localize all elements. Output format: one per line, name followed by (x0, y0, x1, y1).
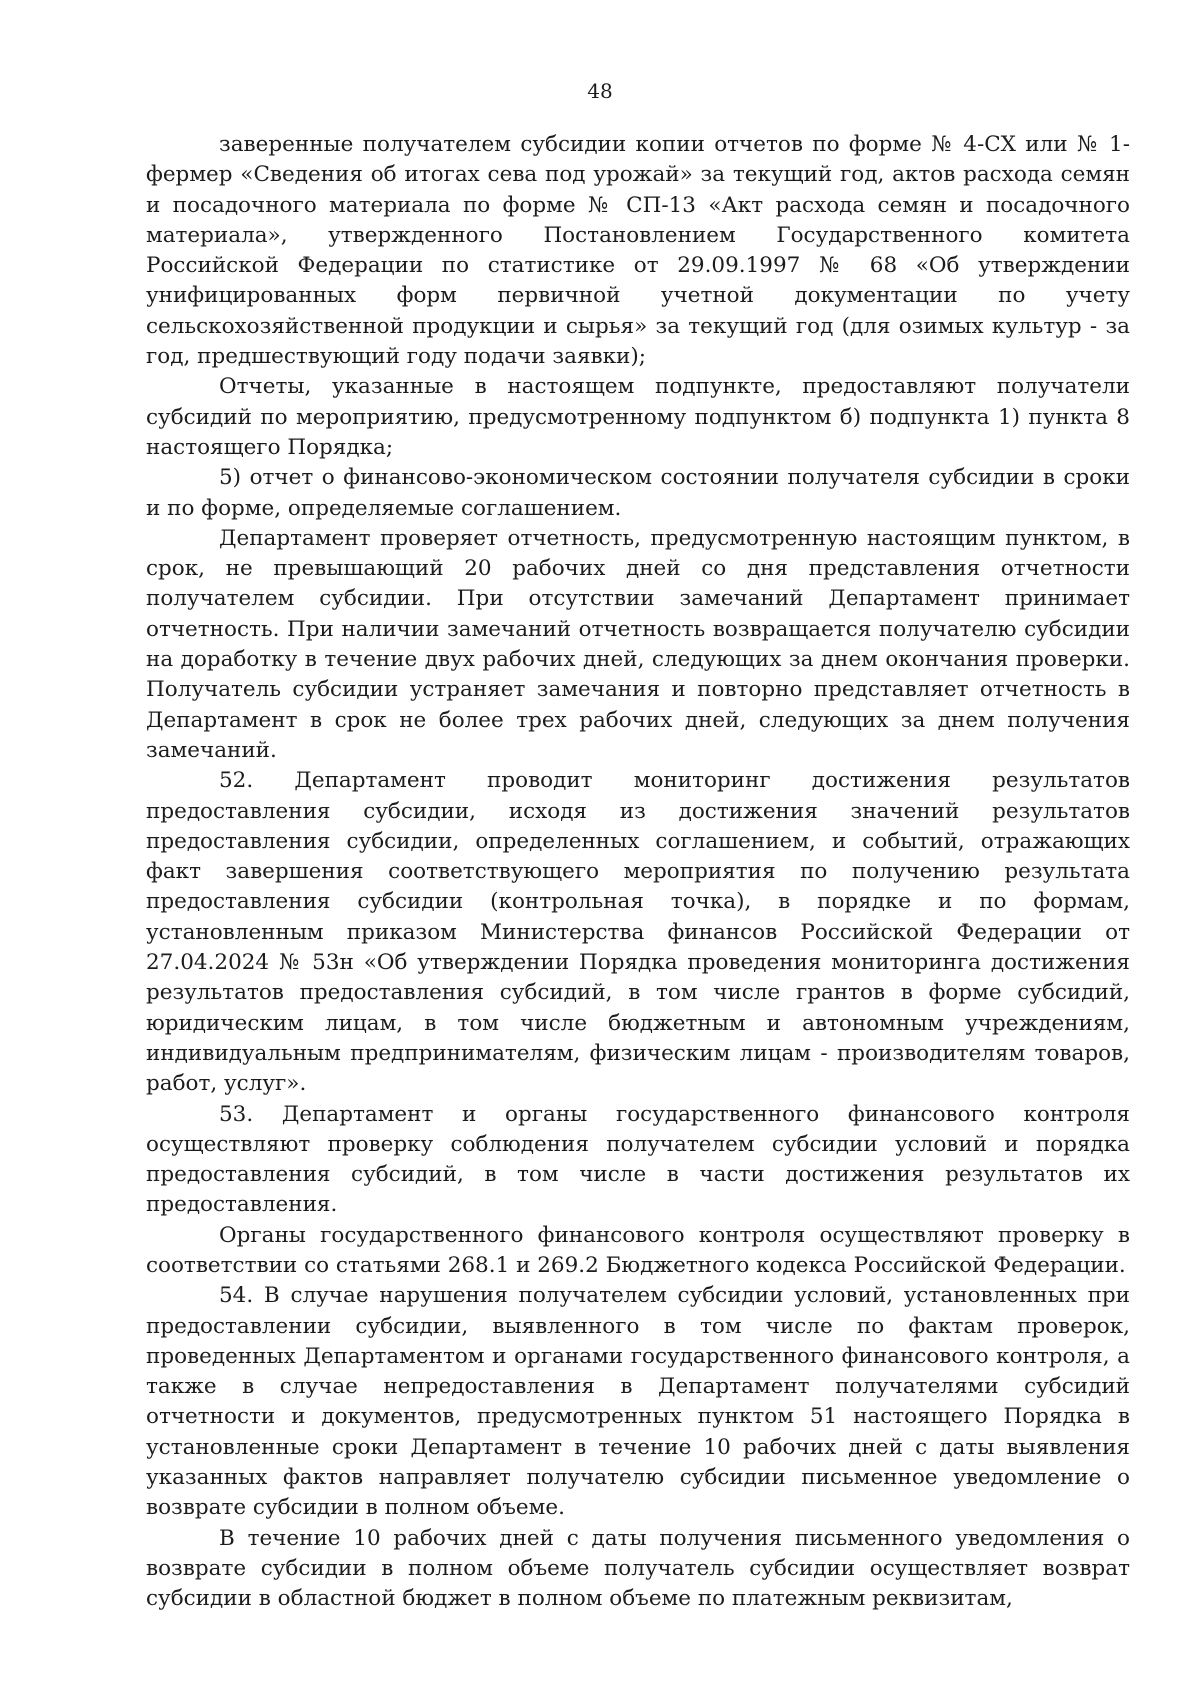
paragraph-financial-report: 5) отчет о финансово-экономическом состоянии получателя субсидии в сроки и по форме, определяемые соглашением. (146, 465, 1130, 521)
paragraph-control-bodies: Органы государственного финансового контроля осуществляют проверку в соответствии со статьями 268.1 и 269.2 Бюджетного кодекса Российской Федерации. (146, 1222, 1130, 1278)
paragraph-report-check: Департамент проверяет отчетность, предусмотренную настоящим пунктом, в срок, не превышающий 20 рабочих дней со дня представления отчетности получателем субсидии. При отсутствии замечаний Департамент принимает отчетность. При наличии замечаний отчетность возвращается получателю субсидии на доработку в течение двух рабочих дней, следующих за днем окончания проверки. Получатель субсидии устраняет замечания и повторно представляет отчетность в Департамент в срок не более трех рабочих дней, следующих за днем получения замечаний. (146, 525, 1130, 763)
paragraph-item-53: 53. Департамент и органы государственного финансового контроля осуществляют проверку соблюдения получателем субсидии условий и порядка предоставления субсидий, в том числе в части достижения результатов их предоставления. (146, 1101, 1130, 1218)
paragraph-item-52: 52. Департамент проводит мониторинг достижения результатов предоставления субсидии, исходя из достижения значений результатов предоставления субсидии, определенных соглашением, и событий, отражающих факт завершения соответствующего мероприятия по получению результата предоставления субсидии (контрольная точка), в порядке и по формам, установленным приказом Министерства финансов Российской Федерации от 27.04.2024 № 53н «Об утверждении Порядка проведения мониторинга достижения результатов предоставления субсидий, в том числе грантов в форме субсидий, юридическим лицам, в том числе бюджетным и автономным учреждениям, индивидуальным предпринимателям, физическим лицам - производителям товаров, работ, услуг». (146, 768, 1130, 1097)
document-body (146, 130, 1130, 1615)
paragraph-reports-providers: Отчеты, указанные в настоящем подпункте, предоставляют получатели субсидий по мероприятию, предусмотренному подпунктом б) подпункта 1) пункта 8 настоящего Порядка; (146, 374, 1130, 460)
paragraph-item-54: 54. В случае нарушения получателем субсидии условий, установленных при предоставлении субсидии, выявленного в том числе по фактам проверок, проведенных Департаментом и органами государственного финансового контроля, а также в случае непредоставления в Департамент получателями субсидий отчетности и документов, предусмотренных пунктом 51 настоящего Порядка в установленные сроки Департамент в течение 10 рабочих дней с даты выявления указанных фактов направляет получателю субсидии письменное уведомление о возврате субсидии в полном объеме. (146, 1283, 1130, 1521)
page-number: 48 (587, 79, 613, 103)
paragraph-refund-term: В течение 10 рабочих дней с даты получения письменного уведомления о возврате субсидии в полном объеме получатель субсидии осуществляет возврат субсидии в областной бюджет в полном объеме по платежным реквизитам, (146, 1525, 1130, 1612)
paragraph-report-copies: заверенные получателем субсидии копии отчетов по форме № 4-СХ или № 1-фермер «Сведения об итогах сева под урожай» за текущий год, актов расхода семян и посадочного материала по форме № СП-13 «Акт расхода семян и посадочного материала», утвержденного Постановлением Государственного комитета Российской Федерации по статистике от 29.09.1997 № 68 «Об утверждении унифицированных форм первичной учетной документации по учету сельскохозяйственной продукции и сырья» за текущий год (для озимых культур - за год, предшествующий году подачи заявки); (146, 132, 1130, 370)
